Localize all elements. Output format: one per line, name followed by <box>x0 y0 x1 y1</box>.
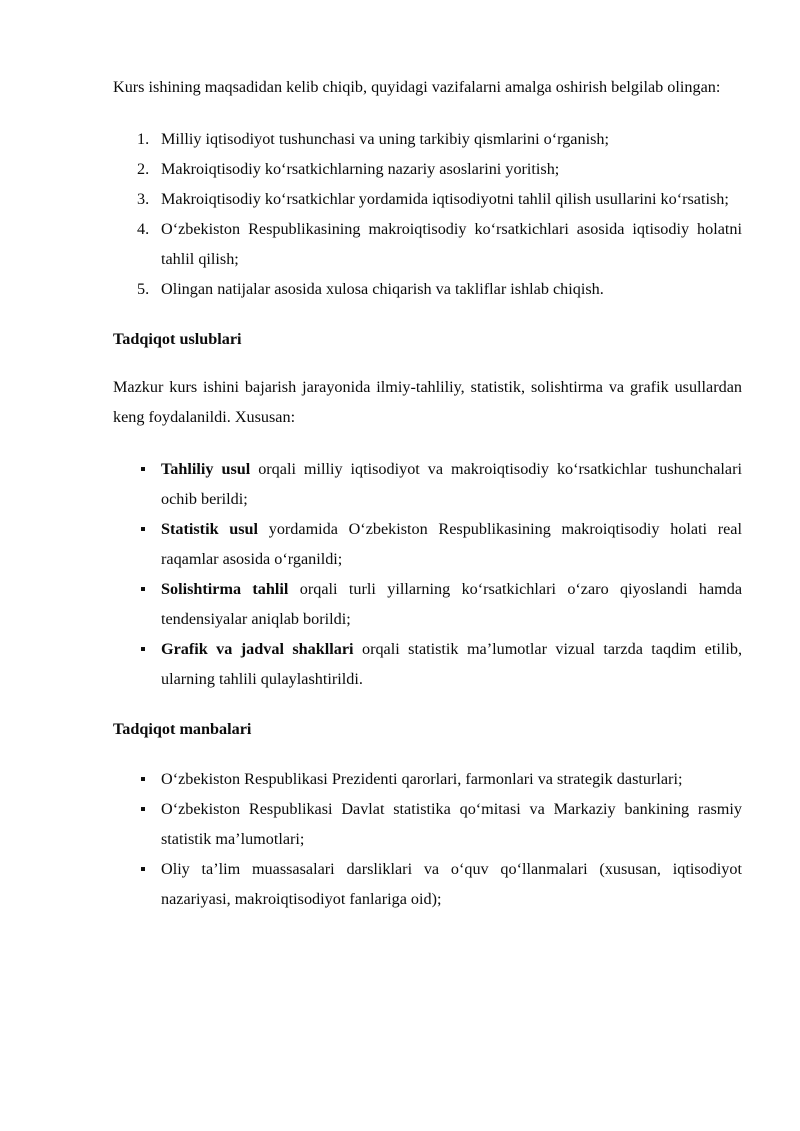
intro-paragraph: Kurs ishining maqsadidan kelib chiqib, quyidagi vazifalarni amalga oshirish belgilab olingan: <box>113 78 721 96</box>
list-item-text: orqali statistik maʼlumotlar vizual tarzda taqdim etilib, ularning tahlili qulaylashtirildi. <box>161 640 743 688</box>
bullet-icon <box>141 527 145 531</box>
list-item <box>113 764 742 794</box>
spacer <box>113 694 742 714</box>
list-item-text: Makroiqtisodiy koʻrsatkichlarning nazariy asoslarini yoritish; <box>161 160 560 178</box>
list-item <box>113 574 742 634</box>
bullet-icon <box>141 647 145 651</box>
list-marker: 4. <box>137 220 150 238</box>
list-item <box>113 794 742 854</box>
list-item <box>113 274 742 304</box>
list-item <box>113 454 742 514</box>
list-item <box>113 634 742 694</box>
list-item-lead: Statistik usul <box>161 520 259 538</box>
list-item <box>113 514 742 574</box>
list-marker: 5. <box>137 280 150 298</box>
bullet-icon <box>141 467 145 471</box>
spacer <box>113 304 742 324</box>
list-marker: 2. <box>137 160 150 178</box>
list-item <box>113 154 742 184</box>
bullet-icon <box>141 777 145 781</box>
list-item-text: Oʻzbekiston Respublikasi Davlat statistika qoʻmitasi va Markaziy bankining rasmiy statistik maʼlumotlari; <box>161 800 742 848</box>
sources-heading: Tadqiqot manbalari <box>113 720 252 738</box>
list-item <box>113 184 742 214</box>
bullet-icon <box>141 587 145 591</box>
list-item-text: Oʻzbekiston Respublikasi Prezidenti qarorlari, farmonlari va strategik dasturlari; <box>161 770 683 788</box>
list-item-lead: Solishtirma tahlil <box>161 580 289 598</box>
list-item-text: orqali milliy iqtisodiyot va makroiqtisodiy koʻrsatkichlar tushunchalari ochib berildi; <box>161 460 742 508</box>
list-marker: 3. <box>137 190 150 208</box>
list-item-text: Milliy iqtisodiyot tushunchasi va uning tarkibiy qismlarini oʻrganish; <box>161 130 609 148</box>
list-item-lead: Tahliliy usul <box>161 460 251 478</box>
list-item <box>113 214 742 274</box>
spacer <box>113 102 742 124</box>
bullet-icon <box>141 867 145 871</box>
list-item-text: orqali turli yillarning koʻrsatkichlari oʻzaro qiyoslandi hamda tendensiyalar aniqlab borildi; <box>161 580 742 628</box>
methods-list <box>113 454 742 694</box>
methods-heading: Tadqiqot uslublari <box>113 330 242 348</box>
list-item-text: Oʻzbekiston Respublikasining makroiqtisodiy koʻrsatkichlari asosida iqtisodiy holatni tahlil qilish; <box>161 220 742 268</box>
list-item-text: Oliy taʼlim muassasalari darsliklari va oʻquv qoʻllanmalari (xususan, iqtisodiyot nazariyasi, makroiqtisodiyot fanlariga oid); <box>161 860 742 908</box>
methods-paragraph: Mazkur kurs ishini bajarish jarayonida ilmiy-tahliliy, statistik, solishtirma va grafik usullardan keng foydalanildi. Xususan: <box>113 378 742 426</box>
bullet-icon <box>141 807 145 811</box>
spacer <box>113 432 742 454</box>
list-item <box>113 124 742 154</box>
tasks-list <box>113 124 742 304</box>
sources-list <box>113 764 742 914</box>
spacer <box>113 744 742 764</box>
list-item-text: Olingan natijalar asosida xulosa chiqarish va takliflar ishlab chiqish. <box>161 280 604 298</box>
list-item-text: Makroiqtisodiy koʻrsatkichlar yordamida iqtisodiyotni tahlil qilish usullarini koʻrsatish; <box>161 190 729 208</box>
list-item <box>113 854 742 914</box>
list-item-lead: Grafik va jadval shakllari <box>161 640 354 658</box>
list-marker: 1. <box>137 130 150 148</box>
spacer <box>113 354 742 372</box>
list-item-text: yordamida Oʻzbekiston Respublikasining makroiqtisodiy holati real raqamlar asosida oʻrganildi; <box>161 520 742 568</box>
document-content <box>113 72 742 914</box>
